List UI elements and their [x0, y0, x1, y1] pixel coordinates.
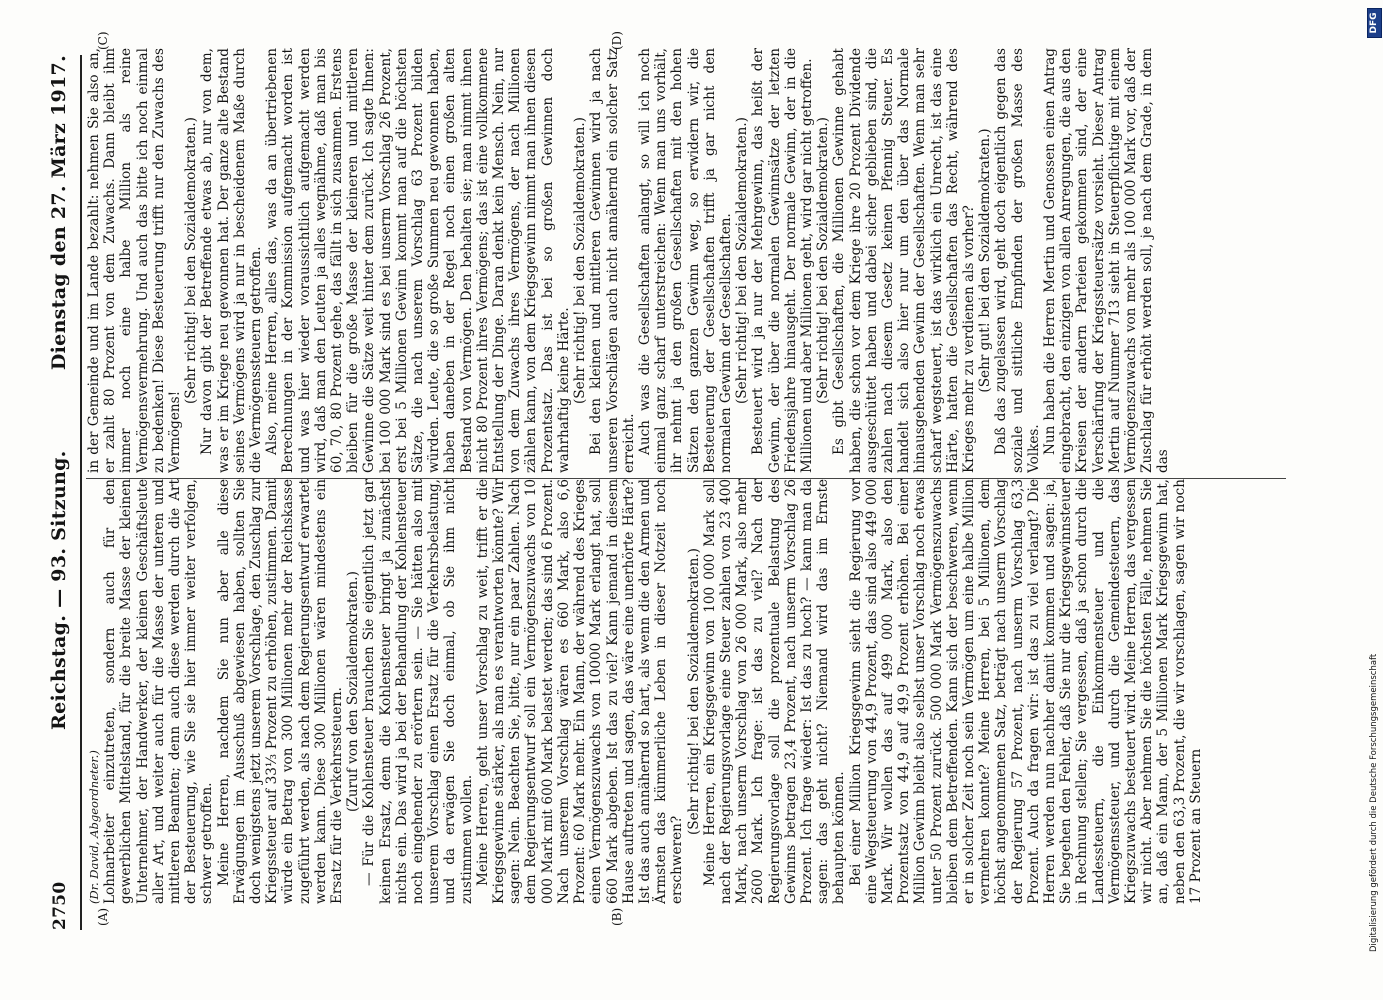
paragraph: Auch was die Gesellschaften anlangt, so will ich noch einmal ganz scharf unterstreichen: Wenn man uns vorhält, ihr nehmt ja den großen Gesellschaften mit den hohen Sätzen den ganzen Gewinn weg, so erwidern wir, die Besteuerung der Gesellschaften trifft ja gar nicht den normalen Gewinn der Gesellschaften. [636, 48, 734, 473]
paragraph: Meine Herren, geht unser Vorschlag zu weit, trifft er die Kriegsgewinne stärker, als man es verantworten könnte? Wir sagen: Nein. Beachten Sie, bitte, nur ein paar Zahlen. Nach dem Regierungsentwurf soll ein Vermögenszuwachs von 10 000 Mark mit 600 Mark belastet werden; das sind 6 Prozent. Nach unserem Vorschlag wären es 660 Mark, also 6,6 Prozent: 60 Mark mehr. Ein Mann, der während des Krieges einen Vermögenszuwachs von 10000 Mark erlangt hat, soll 660 Mark abgeben. Ist das zu viel? Kann jemand in diesem Hause auftreten und sagen, das wäre eine unerhörte Härte? Ist das auch annähernd so hart, als wenn die den Armen und Ärmsten das kümmerliche Leben in dieser Notzeit noch erschweren? [474, 479, 686, 904]
paragraph: Also, meine Herren, alles das, was da an übertriebenen Berechnungen in der Kommission aufgemacht worden ist und was hier wieder voraussichtlich aufgemacht werden wird, daß man den Leuten ja alles wegnähme, daß man bis 60, 70, 80 Prozent gehe, das fällt in sich zusammen. Erstens bleiben für die große Masse der kleineren und mittleren Gewinne die Sätze weit hinter dem zurück. Ich sagte Ihnen: bei 100 000 Mark sind es bei unserm Vorschlag 26 Prozent, erst bei 5 Millionen Gewinn kommt man auf die höchsten Sätze, die nach unserem Vorschlag 63 Prozent bilden würden. Leute, die so große Summen neu gewonnen haben, haben daneben in der Regel noch einen großen alten Bestand von Vermögen. Den behalten sie; man nimmt ihnen nicht 80 Prozent ihres Vermögens; das ist eine vollkommene Entstellung der Dinge. Daran denkt kein Mensch. Nein, nur von dem Zuwachs ihres Vermögens, der nach Millionen zählen kann, von dem Kriegsgewinn nimmt man ihnen diesen Prozentsatz. Das ist bei so großen Gewinnen doch wahrhaftig keine Härte. [264, 48, 572, 473]
session-title: Reichstag. — 93. Sitzung. [48, 450, 70, 730]
dfg-logo-text: DFG [1369, 12, 1379, 34]
interjection: (Sehr gut! bei den Sozialdemokraten.) [977, 128, 994, 393]
paragraph: Meine Herren, nachdem Sie nun aber alle diese Erwägungen im Ausschuß abgewiesen haben, sollten Sie doch wenigstens jetzt unserem Vorschlage, den Zuschlag zur Kriegssteuer auf 33⅓ Prozent zu erhöhen, zustimmen. Damit würde ein Betrag von 300 Millionen mehr der Reichskasse zugeführt werden, als nach dem Regierungsentwurf erwartet werden kann. Diese 300 Millionen wären mindestens ein Ersatz für die Verkehrssteuern. [215, 479, 346, 904]
interjection: (Sehr richtig! bei den Sozialdemokraten.) [815, 117, 832, 404]
margin-marker-b: (B) [610, 907, 624, 926]
right-column [86, 48, 1286, 473]
paragraph: Nur davon gibt der Betreffende etwas ab, nur von dem, was er im Kriege neu gewonnen hat. Der ganze alte Bestand seines Vermögens wird ja nur in bescheidenem Maße durch die Vermögenssteuern getroffen. [199, 48, 265, 473]
interjection: (Sehr richtig! bei den Sozialdemokraten.) [734, 117, 751, 404]
page-header [44, 55, 74, 930]
paragraph: Es gibt Gesellschaften, die Millionen Gewinne gehabt haben, die schon vor dem Kriege ihre 20 Prozent Dividende ausgeschüttet haben und dabei sicher geblieben sind, die zahlen nach diesem Gesetz keinen Pfennig Steuer. Es handelt sich also hier nur um den über das Normale hinausgehenden Gewinn der Gesellschaften. Wenn man sehr scharf wegsteuert, ist das wirklich ein Unrecht, ist das eine Härte, hatten die Gesellschaften das Recht, während des Krieges mehr zu verdienen als vorher? [831, 48, 977, 473]
paragraph: Meine Herren, ein Kriegsgewinn von 100 000 Mark soll nach der Regierungsvorlage eine Steuer zahlen von 23 400 Mark, nach unserm Vorschlag von 26 000 Mark, also mehr 2600 Mark. Ich frage: ist das zu viel? Nach der Regierungsvorlage soll die prozentuale Belastung des Gewinns betragen 23,4 Prozent, nach unserm Vorschlag 26 Prozent. Ich frage wieder: Ist das zu hoch? — kann man da sagen: das geht nicht? Niemand wird das im Ernste behaupten können. [701, 479, 848, 904]
left-column [86, 479, 1286, 904]
digitization-credit-text: Digitalisierung gefördert durch die Deutsche Forschungsgemeinschaft [1369, 653, 1379, 952]
margin-marker-a: (A) [96, 907, 110, 926]
digitization-credit [1369, 12, 1381, 952]
paragraph: Lohnarbeiter einzutreten, sondern auch für den gewerblichen Mittelstand, für die breite Masse der kleinen Unternehmer, der Handwerker, der kleinen Geschäftsleute aller Art, und weiter auch für die Masse der unteren und mittleren Beamten; denn auch diese werden durch die Art der Besteuerung, wie Sie sie hier immer weiter verfolgen, schwer getroffen. [102, 479, 216, 904]
interjection: (Sehr richtig! bei den Sozialdemokraten.) [572, 117, 589, 404]
paragraph: Nun haben die Herren Mertin und Genossen einen Antrag eingebracht, den einzigen von allen Anregungen, die aus den Kreisen der andern Parteien gekommen sind, der eine Verschärfung der Kriegssteuersätze vorsieht. Dieser Antrag Mertin auf Nummer 713 sieht in Steuerpflichtige mit einem Vermögenszuwachs von mehr als 100 000 Mark vor, daß der Zuschlag für erhöht werden soll, je nach dem Grade, in dem das [1041, 48, 1172, 473]
speaker-line: (Dr. David, Abgeordneter.) [87, 750, 101, 904]
session-date: Dienstag den 27. März 1917. [48, 55, 70, 371]
paragraph: Besteuert wird ja nur der Mehrgewinn, das heißt der Gewinn, der über die normalen Gewinnsätze der letzten Friedensjahre hinausgeht. Der normale Gewinn, der in die Millionen und aber Millionen geht, wird gar nicht getroffen. [750, 48, 815, 473]
paragraph: Bei den kleinen und mittleren Gewinnen wird ja nach unseren Vorschlägen auch nicht annähernd ein solcher Satz erreicht. [588, 48, 637, 473]
page-number: 2750 [50, 881, 70, 930]
paragraph: — Für die Kohlensteuer brauchen Sie eigentlich jetzt gar keinen Ersatz, denn die Kohlensteuer bringt ja zunächst nichts ein. Das wird ja bei der Behandlung der Kohlensteuer noch eingehender zu erörtern sein. — Sie hätten also mit unserem Vorschlag einen Ersatz für die Verkehrsbelastung, und da erwägen Sie doch einmal, ob Sie ihm nicht zustimmen wollen. [361, 479, 475, 904]
header-rule [80, 55, 82, 930]
paragraph: Daß das zugelassen wird, geht doch eigentlich gegen das soziale und sittliche Empfinden der großen Masse des Volkes. [993, 48, 1042, 473]
column-divider [86, 478, 1286, 479]
margin-marker-d: (D) [610, 31, 624, 50]
paragraph: Bei einer Million Kriegsgewinn sieht die Regierung vor eine Wegsteuerung von 44,9 Prozent, das sind also 449 000 Mark. Wir wollen das auf 499 000 Mark, also den Prozentsatz von 44,9 auf 49,9 Prozent erhöhen. Bei einer Million Gewinn bleibt also selbst unser Vorschlag noch etwas unter 50 Prozent zurück. 500 000 Mark Vermögenszuwachs bleiben dem Betreffenden. Kann sich der beschweren, wenn er in solcher Zeit noch sein Vermögen um eine halbe Million vermehren konnte? Meine Herren, bei 5 Millionen, dem höchst angenommenen Satz, beträgt nach unserm Vorschlag der Regierung 57 Prozent, nach unserm Vorschlag 63,3 Prozent. Auch da fragen wir: ist das zu viel verlangt? Die Herren werden nun nachher damit kommen und sagen: ja, Sie begehen den Fehler, daß Sie nur die Kriegsgewinnsteuer in Rechnung stellen; Sie vergessen, daß ja schon durch die Landessteuern, die Einkommensteuer und die Vermögenssteuer, und durch die Gemeindesteuern, das Kriegszuwachs besteuert wird. Meine Herren, das vergessen wir nicht. Aber nehmen Sie die höchsten Fälle, nehmen Sie an, daß ein Mann, der 5 Millionen Mark Kriegsgewinn hat, neben den 63,3 Prozent, die wir vorschlagen, sagen wir noch 17 Prozent an Steuern [847, 479, 1204, 904]
margin-marker-c: (C) [96, 31, 110, 50]
interjection: (Sehr richtig! bei den Sozialdemokraten.) [685, 548, 702, 835]
interjection: (Sehr richtig! bei den Sozialdemokraten.) [183, 117, 200, 404]
paragraph: in der Gemeinde und im Lande bezahlt: nehmen Sie also an, er zahlt 80 Prozent von dem Zuwachs. Dann bleibt ihm immer noch eine halbe Million als reine Vermögensvermehrung. Und auch das bitte ich noch einmal zu bedenken! Diese Besteuerung trifft nur den Zuwachs des Vermögens! [86, 48, 184, 473]
interjection: (Zuruf von den Sozialdemokraten.) [345, 571, 362, 812]
